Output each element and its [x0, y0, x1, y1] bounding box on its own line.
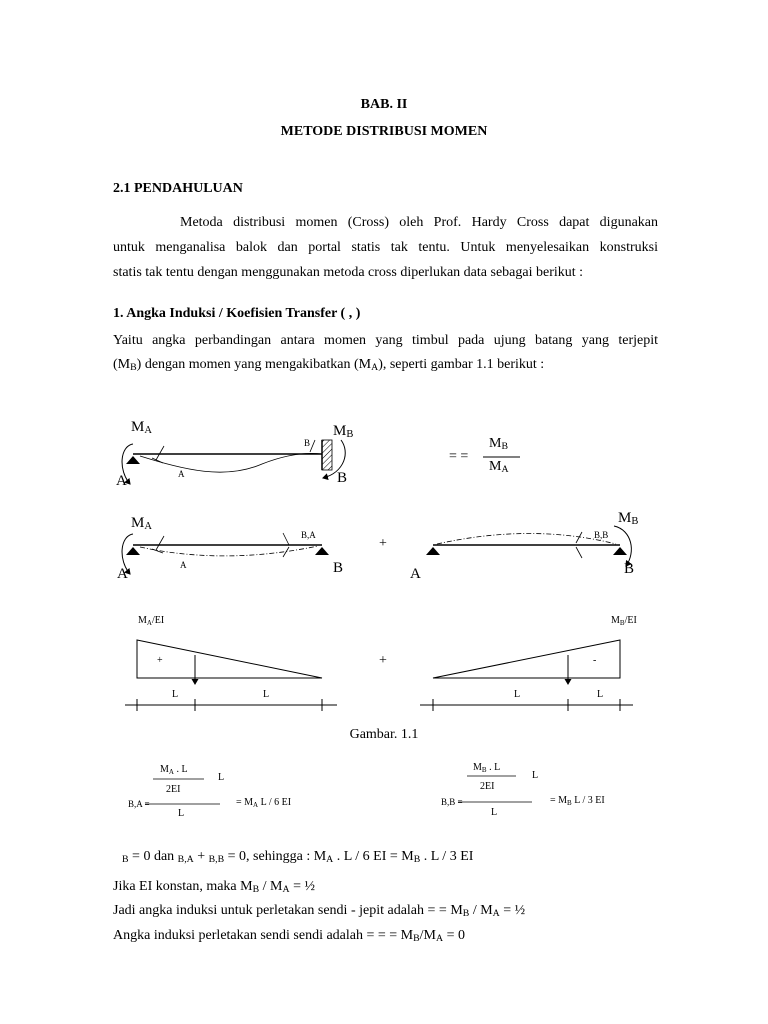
formula-right-top: $M_B$ . L	[473, 762, 501, 774]
formula-left-side: L	[218, 772, 225, 783]
ratio-numerator: $M_B$	[489, 436, 508, 452]
item1-heading: 1. Angka Induksi / Koefisien Transfer ( , )	[113, 306, 361, 321]
label-bb: B,B	[594, 530, 609, 540]
condition-line: $_B$ = 0 dan $_{B,A}$ + $_{B,B}$ = 0, sehingga : $M_A$ . L / 6 EI = $M_B$ . L / 3 EI	[122, 849, 474, 865]
formula-right-lhs: B,B =	[441, 797, 463, 807]
paragraph-line-1: Metoda distribusi momen (Cross) oleh Prof. Hardy Cross dapat digunakan	[180, 215, 658, 230]
chapter-title: METODE DISTRIBUSI MOMEN	[280, 124, 488, 139]
formula-right-mid: 2EI	[480, 781, 495, 792]
mei-diagram-2	[420, 640, 633, 711]
fixed-support-icon	[322, 440, 332, 470]
figure-caption: Gambar. 1.1	[349, 727, 419, 742]
label-l: L	[514, 689, 521, 700]
plus-sign: +	[379, 653, 387, 668]
ratio-denominator: $M_A$	[489, 459, 509, 475]
deflection-curve	[140, 453, 322, 472]
item1-line2: $(M_B)$ dengan momen yang mengakibatkan $(M_A)$, seperti gambar 1.1 berikut :	[113, 357, 545, 373]
formula-left-lhs: B,A =	[128, 799, 150, 809]
formula-left-den: L	[178, 808, 185, 819]
label-l: L	[597, 689, 604, 700]
formula-left-top: $M_A$ . L	[160, 764, 188, 776]
deflection-curve	[140, 546, 318, 556]
ratio-equals: = =	[449, 449, 469, 464]
label-mb: $M_B$	[618, 510, 639, 527]
label-ma: $M_A$	[131, 515, 152, 532]
label-ma: $M_A$	[131, 419, 152, 436]
label-b: B	[337, 470, 348, 486]
label-l: L	[172, 689, 179, 700]
label-a: A	[116, 473, 127, 489]
label-plus: +	[157, 655, 163, 666]
pin-support-icon	[126, 456, 140, 464]
formula-right-side: L	[532, 770, 539, 781]
pin-support-icon	[315, 547, 329, 555]
conclusion-1: Jika EI konstan, maka $M_B / M_A$ = ½	[113, 879, 315, 895]
pin-support-icon	[426, 547, 440, 555]
formula-right-rhs: = $M_B$ L / 3 EI	[550, 795, 605, 807]
conclusion-2: Jadi angka induksi untuk perletakan sendi - jepit adalah = = $M_B / M_A$ = ½	[113, 903, 526, 919]
label-l: L	[263, 689, 270, 700]
label-a: A	[117, 566, 128, 582]
label-a-small: A	[180, 560, 187, 570]
beam-diagram-2	[122, 530, 329, 574]
label-b: B	[624, 561, 635, 577]
chapter-label: BAB. II	[360, 97, 408, 112]
label-minus: -	[593, 655, 597, 666]
beam-diagram-1	[122, 440, 348, 486]
moment-arrow-icon	[614, 526, 631, 566]
label-mb-ei: $M_B/EI$	[611, 615, 637, 627]
plus-sign: +	[379, 536, 387, 551]
paragraph-line-2: untuk menganalisa balok dan portal statis tak tentu. Untuk menyelesaikan konstruksi	[113, 240, 658, 255]
deflection-curve	[437, 534, 616, 545]
mei-diagram-1	[125, 640, 337, 711]
label-ma-ei: $M_A/EI$	[138, 615, 165, 627]
formula-right-den: L	[491, 807, 498, 818]
pin-support-icon	[613, 547, 627, 555]
label-ba: B,A	[301, 530, 316, 540]
label-b: B	[333, 560, 344, 576]
item1-line1: Yaitu angka perbandingan antara momen yang timbul pada ujung batang yang terjepit	[113, 333, 658, 348]
conclusion-3: Angka induksi perletakan sendi sendi adalah = = = $M_B/M_A = 0$	[113, 928, 465, 944]
rotation-tick-icon	[156, 446, 164, 460]
label-a-small: A	[178, 469, 185, 479]
label-a: A	[410, 566, 421, 582]
pin-support-icon	[126, 547, 140, 555]
formula-left-mid: 2EI	[166, 784, 181, 795]
section-heading: 2.1 PENDAHULUAN	[113, 181, 243, 196]
formula-left-rhs: = $M_A$ L / 6 EI	[236, 797, 292, 809]
paragraph-line-3: statis tak tentu dengan menggunakan metoda cross diperlukan data sebagai berikut :	[113, 265, 584, 280]
label-b-small: B	[304, 438, 311, 448]
label-mb: $M_B$	[333, 423, 354, 440]
